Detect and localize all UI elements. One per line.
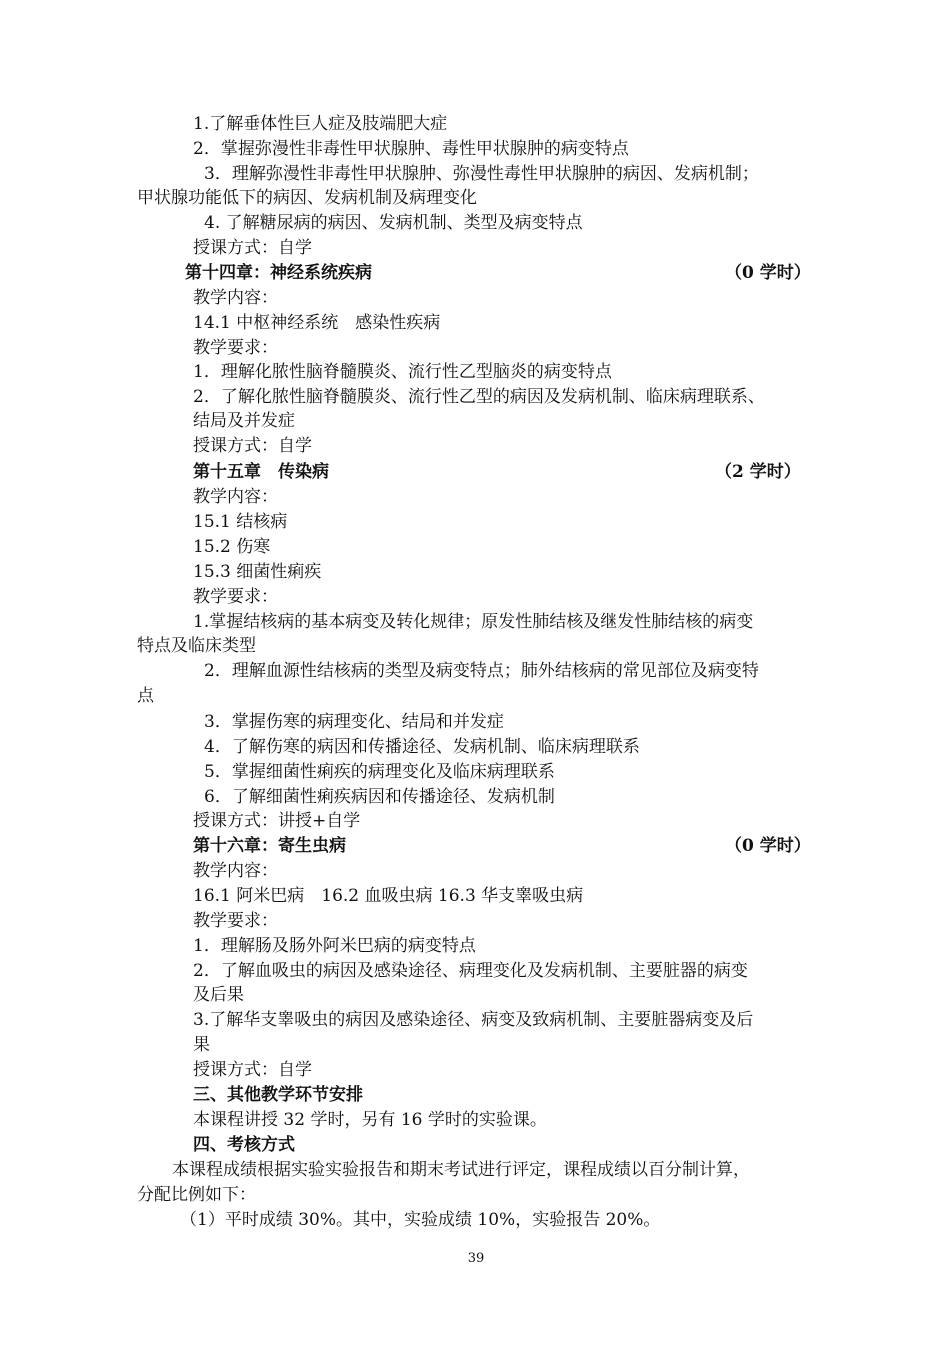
text-line: 15.3 细菌性痢疾: [193, 562, 322, 582]
text-line: 结局及并发症: [193, 411, 295, 431]
text-line: 及后果: [193, 985, 244, 1005]
text-line: （1）平时成绩 30%。其中，实验成绩 10%，实验报告 20%。: [180, 1210, 661, 1230]
text-line: 教学要求：: [193, 338, 278, 358]
text-line: 4. 了解糖尿病的病因、发病机制、类型及病变特点: [204, 213, 583, 233]
chapter-15-title: 第十五章 传染病: [193, 462, 329, 482]
text-line: 点: [137, 686, 154, 706]
text-line: 14.1 中枢神经系统 感染性疾病: [193, 313, 441, 333]
text-line: 1.掌握结核病的基本病变及转化规律；原发性肺结核及继发性肺结核的病变: [193, 612, 754, 632]
text-line: 授课方式：讲授+自学: [193, 811, 361, 831]
text-line: 2．掌握弥漫性非毒性甲状腺肿、毒性甲状腺肿的病变特点: [193, 139, 629, 159]
chapter-14-title: 第十四章：神经系统疾病: [185, 263, 372, 283]
text-line: 教学内容：: [193, 861, 278, 881]
chapter-15-hours: （2 学时）: [715, 462, 801, 482]
text-line: 6．了解细菌性痢疾病因和传播途径、发病机制: [204, 787, 555, 807]
section-4-heading: 四、考核方式: [193, 1135, 295, 1155]
text-line: 3．理解弥漫性非毒性甲状腺肿、弥漫性毒性甲状腺肿的病因、发病机制；: [204, 164, 759, 184]
text-line: 教学要求：: [193, 587, 278, 607]
text-line: 2．了解化脓性脑脊髓膜炎、流行性乙型的病因及发病机制、临床病理联系、: [193, 387, 765, 407]
text-line: 本课程讲授 32 学时，另有 16 学时的实验课。: [193, 1110, 547, 1130]
text-line: 甲状腺功能低下的病因、发病机制及病理变化: [137, 188, 477, 208]
text-line: 授课方式：自学: [193, 1060, 312, 1080]
text-line: 15.1 结核病: [193, 512, 288, 532]
text-line: 2．了解血吸虫的病因及感染途径、病理变化及发病机制、主要脏器的病变: [193, 961, 748, 981]
text-line: 教学要求：: [193, 911, 278, 931]
text-line: 本课程成绩根据实验实验报告和期末考试进行评定，课程成绩以百分制计算，: [172, 1160, 750, 1180]
chapter-16-hours: （0 学时）: [725, 836, 811, 856]
text-line: 5．掌握细菌性痢疾的病理变化及临床病理联系: [204, 762, 555, 782]
text-line: 分配比例如下：: [137, 1185, 256, 1205]
chapter-14-hours: （0 学时）: [725, 263, 811, 283]
text-line: 授课方式：自学: [193, 436, 312, 456]
text-line: 1．理解肠及肠外阿米巴病的病变特点: [193, 936, 476, 956]
text-line: 教学内容：: [193, 487, 278, 507]
section-3-heading: 三、其他教学环节安排: [193, 1085, 363, 1105]
text-line: 15.2 伤寒: [193, 537, 271, 557]
chapter-16-title: 第十六章：寄生虫病: [193, 836, 346, 856]
text-line: 3.了解华支睾吸虫的病因及感染途径、病变及致病机制、主要脏器病变及后: [193, 1010, 754, 1030]
text-line: 1．理解化脓性脑脊髓膜炎、流行性乙型脑炎的病变特点: [193, 362, 612, 382]
page-number: 39: [467, 1251, 485, 1266]
text-line: 果: [193, 1035, 210, 1055]
text-line: 特点及临床类型: [137, 636, 256, 656]
text-line: 16.1 阿米巴病 16.2 血吸虫病 16.3 华支睾吸虫病: [193, 886, 584, 906]
text-line: 3．掌握伤寒的病理变化、结局和并发症: [204, 712, 504, 732]
text-line: 1.了解垂体性巨人症及肢端肥大症: [193, 114, 448, 134]
text-line: 2．理解血源性结核病的类型及病变特点；肺外结核病的常见部位及病变特: [204, 661, 759, 681]
text-line: 教学内容：: [193, 288, 278, 308]
text-line: 授课方式：自学: [193, 238, 312, 258]
text-line: 4．了解伤寒的病因和传播途径、发病机制、临床病理联系: [204, 737, 640, 757]
